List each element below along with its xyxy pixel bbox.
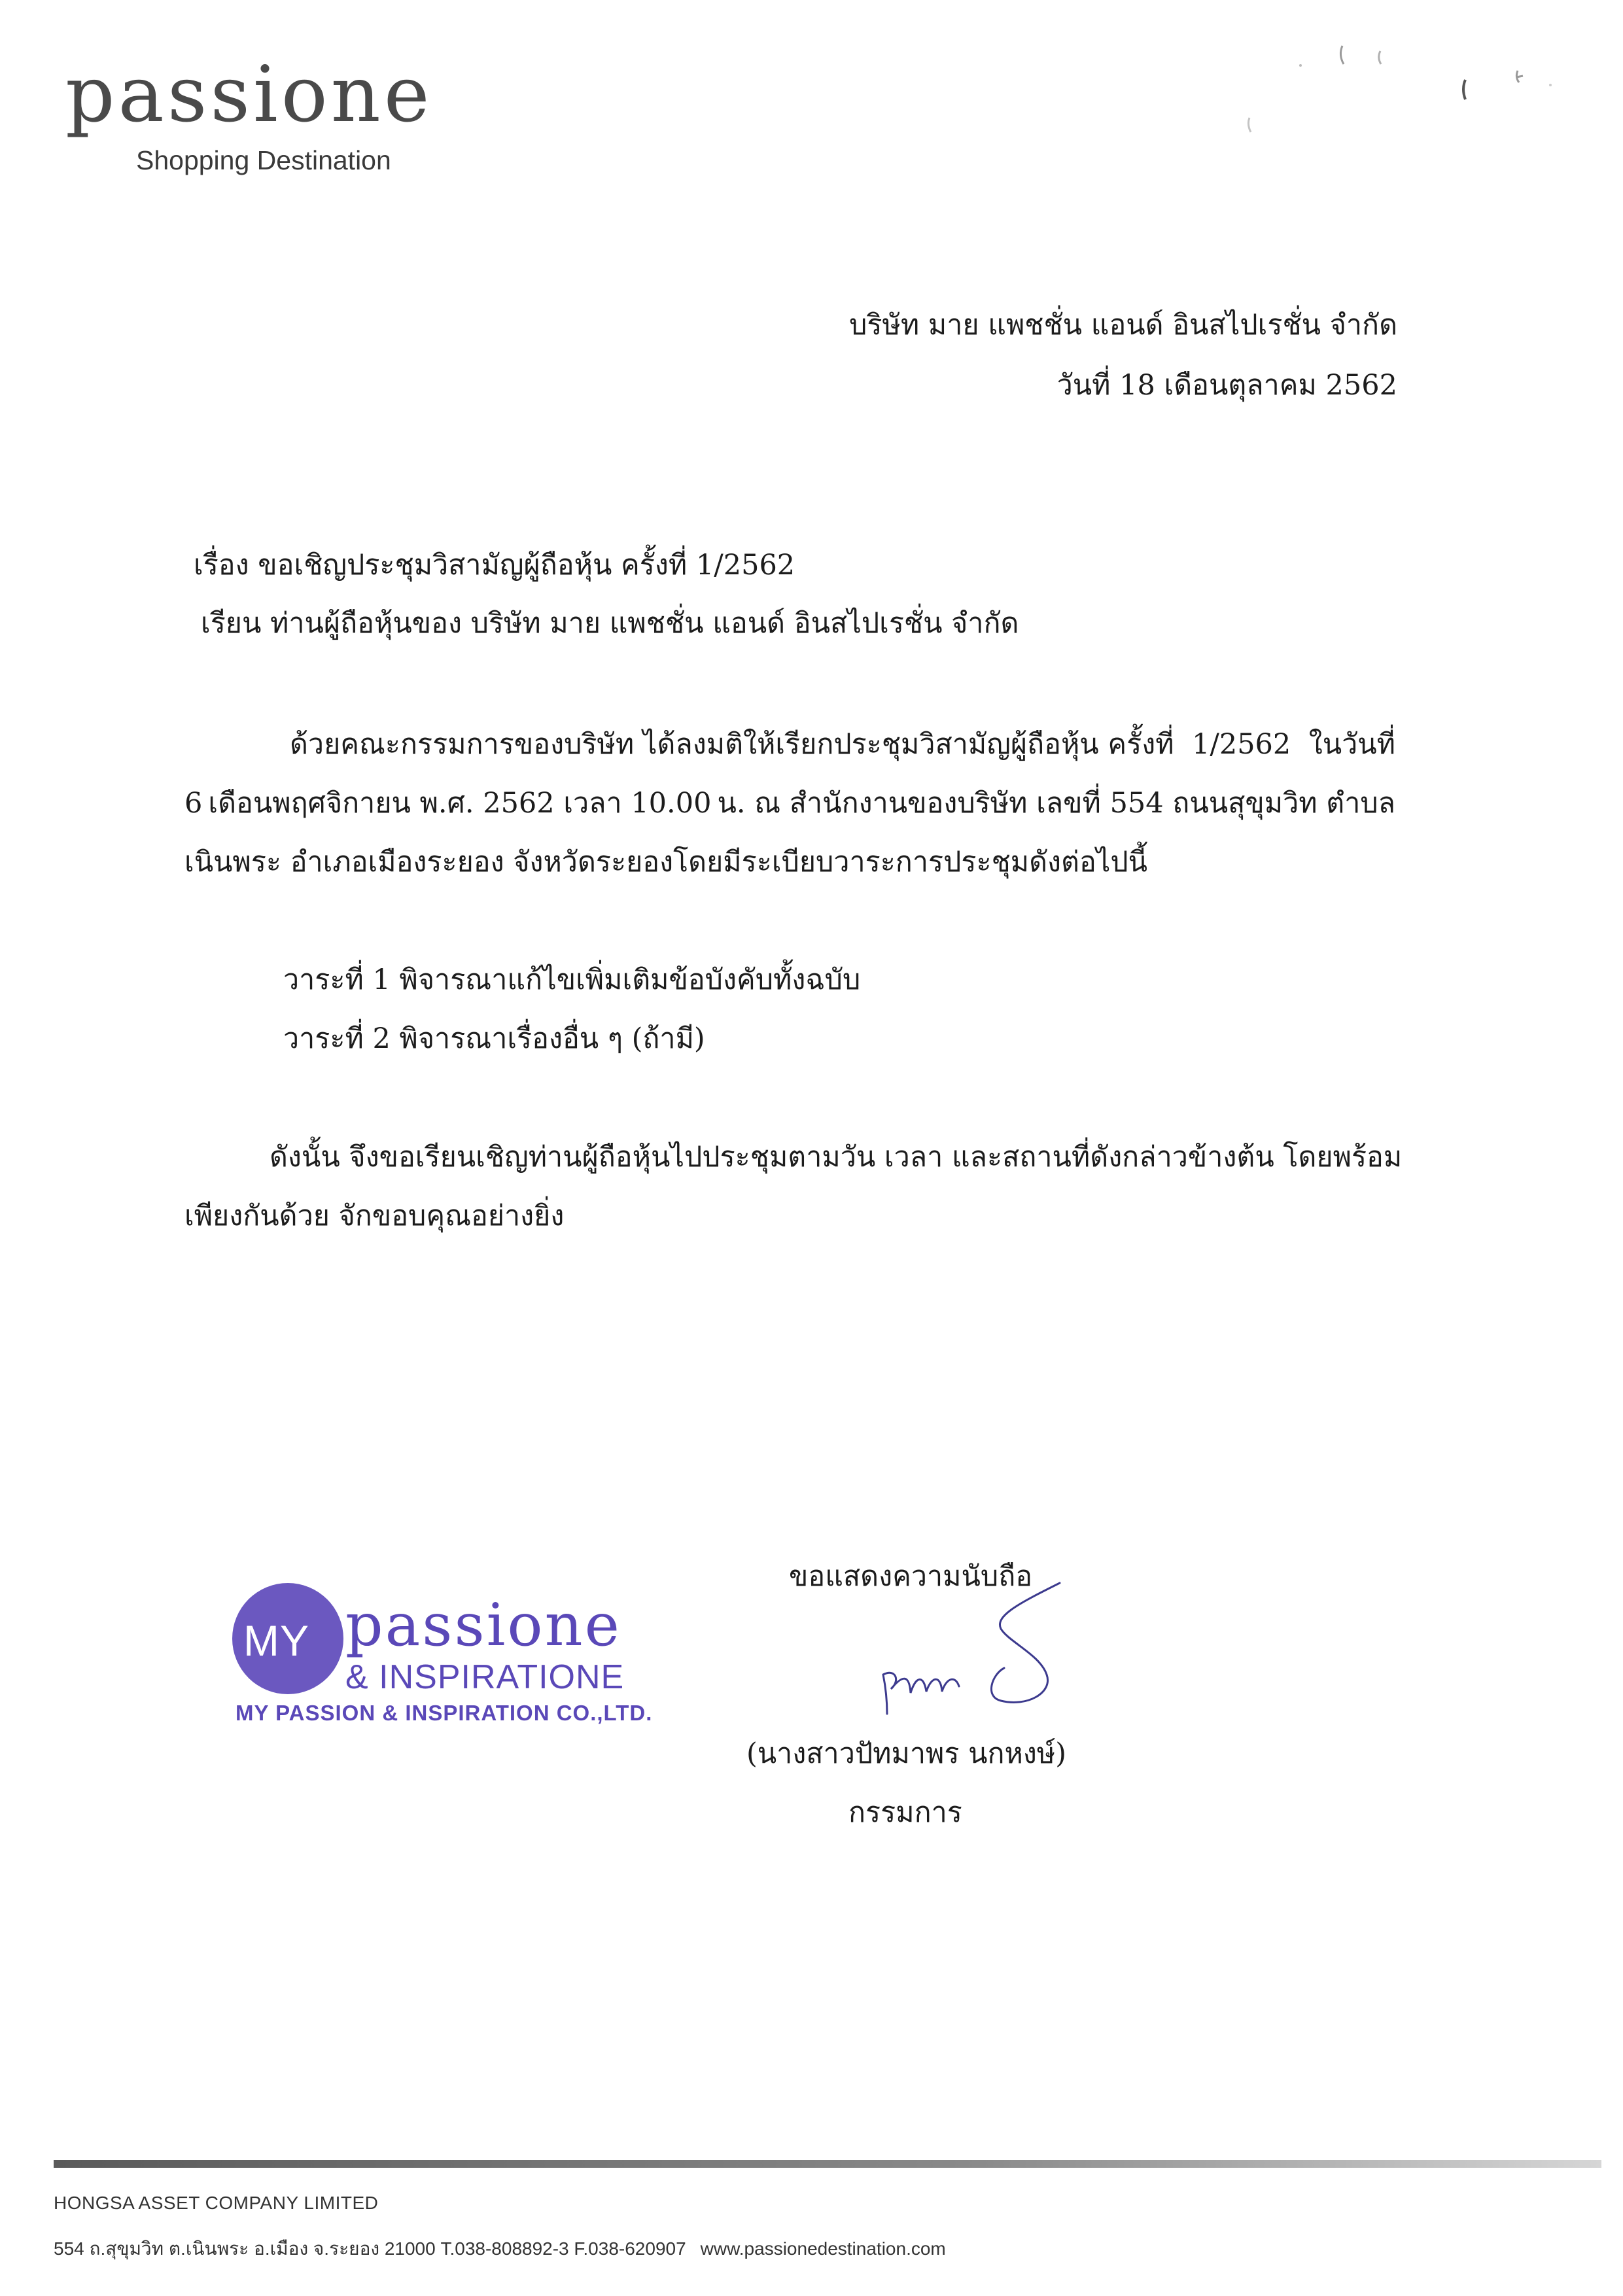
letter-recipient: เรียน ท่านผู้ถือหุ้นของ บริษัท มาย แพชชั่น แอนด์ อินสไปเรชั่น จำกัด bbox=[201, 607, 1019, 640]
paragraph-1-line-2 bbox=[184, 787, 1395, 820]
agenda-item-2: วาระที่ 2 พิจารณาเรื่องอื่น ๆ (ถ้ามี) bbox=[283, 1022, 705, 1055]
stamp-inspiratione: & INSPIRATIONE bbox=[345, 1658, 625, 1696]
header-logo-tagline: Shopping Destination bbox=[136, 145, 391, 175]
signer-title: กรรมการ bbox=[848, 1796, 962, 1829]
agenda-item-1: วาระที่ 1 พิจารณาแก้ไขเพิ่มเติมข้อบังคับทั้งฉบับ bbox=[283, 964, 861, 996]
paragraph-1-line-1-text: ด้วยคณะกรรมการของบริษัท ได้ลงมติให้เรียกประชุมวิสามัญผู้ถือหุ้น ครั้งที่ bbox=[290, 728, 1174, 761]
sender-company: บริษัท มาย แพชชั่น แอนด์ อินสไปเรชั่น จำกัด bbox=[849, 309, 1397, 341]
stamp-company-name: MY PASSION & INSPIRATION CO.,LTD. bbox=[236, 1701, 653, 1725]
paragraph-1-line-1 bbox=[290, 728, 1395, 761]
scan-specks bbox=[1243, 20, 1583, 150]
signer-name: (นางสาวปัทมาพร นกหงษ์) bbox=[746, 1737, 1066, 1770]
letter-subject: เรื่อง ขอเชิญประชุมวิสามัญผู้ถือหุ้น ครั้งที่ 1/2562 bbox=[194, 549, 795, 582]
paragraph-1-line-3: เนินพระ อำเภอเมืองระยอง จังหวัดระยองโดยมีระเบียบวาระการประชุมดังต่อไปนี้ bbox=[184, 846, 1148, 878]
letter-date: วันที่ 18 เดือนตุลาคม 2562 bbox=[1056, 369, 1397, 402]
closing-salutation: ขอแสดงความนับถือ bbox=[789, 1560, 1033, 1593]
signature-image bbox=[864, 1576, 1086, 1727]
meeting-month-time: เดือนพฤศจิกายน พ.ศ. 2562 เวลา 10.00 bbox=[208, 787, 712, 820]
paragraph-1-line-1-end: ในวันที่ bbox=[1308, 728, 1395, 761]
footer-address: 554 ถ.สุขุมวิท ต.เนินพระ อ.เมือง จ.ระยอง 21000 T.038-808892-3 F.038-620907 bbox=[54, 2238, 686, 2259]
meeting-number: 1/2562 bbox=[1192, 728, 1291, 761]
header-logo-wordmark: passione bbox=[65, 49, 433, 139]
paragraph-2-line-1: ดังนั้น จึงขอเรียนเชิญท่านผู้ถือหุ้นไปประชุมตามวัน เวลา และสถานที่ดังกล่าวข้างต้น โดยพร้อม bbox=[270, 1141, 1403, 1174]
meeting-location: น. ณ สำนักงานของบริษัท เลขที่ 554 ถนนสุขุมวิท ตำบล bbox=[717, 787, 1395, 820]
footer-website-link[interactable]: www.passionedestination.com bbox=[700, 2238, 946, 2259]
paragraph-2-line-2: เพียงกันด้วย จักขอบคุณอย่างยิ่ง bbox=[184, 1200, 565, 1232]
footer-address-line bbox=[54, 2235, 946, 2263]
meeting-day: 6 bbox=[184, 787, 203, 820]
footer-divider bbox=[54, 2160, 1601, 2168]
footer-company-name: HONGSA ASSET COMPANY LIMITED bbox=[54, 2193, 379, 2213]
stamp-my-text: MY bbox=[243, 1616, 309, 1665]
stamp-wordmark: passione bbox=[345, 1591, 621, 1660]
